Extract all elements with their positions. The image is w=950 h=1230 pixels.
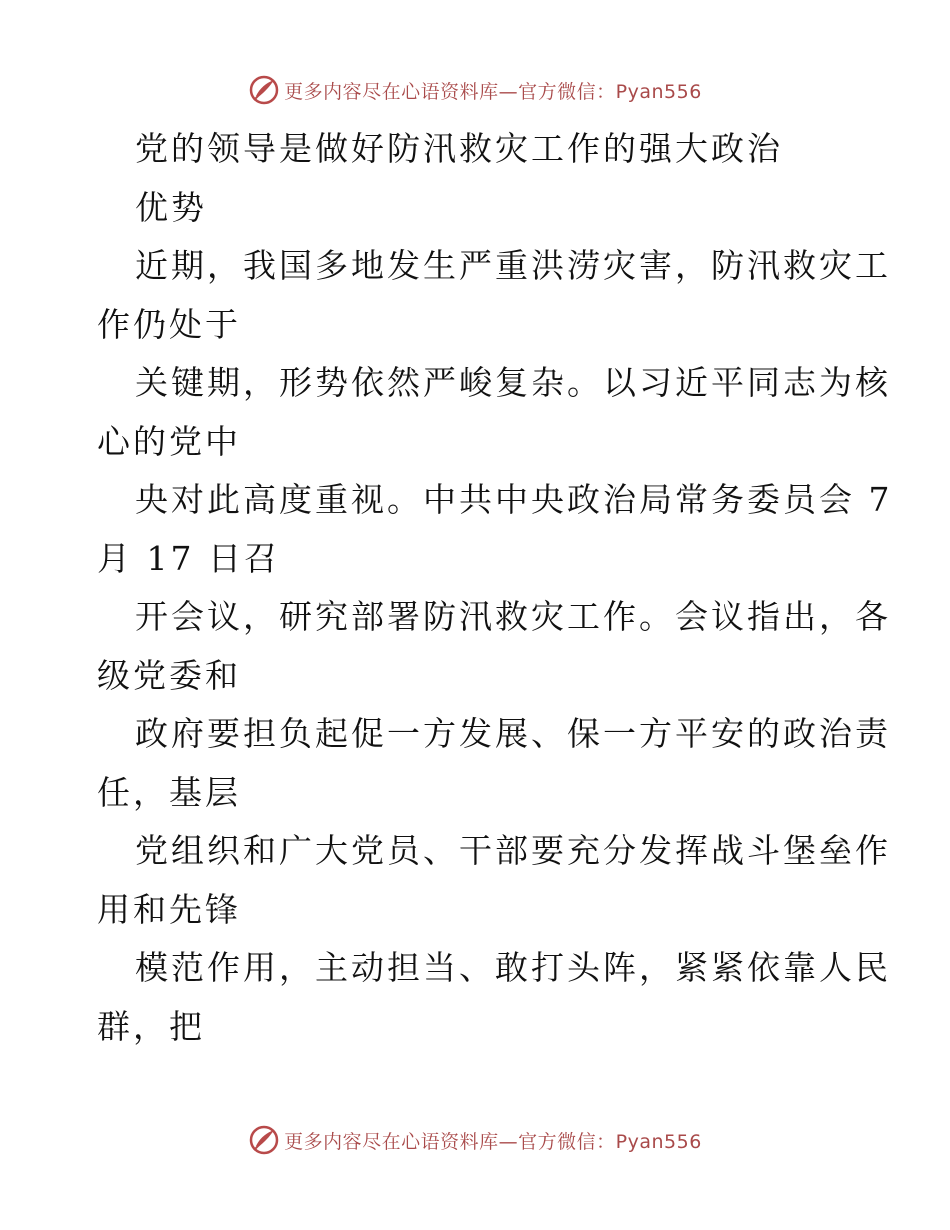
paragraph-line: 作仍处于 <box>97 304 241 344</box>
paragraph-line: 用和先锋 <box>97 889 241 929</box>
quill-logo-icon <box>248 74 280 106</box>
document-title-line-1: 党的领导是做好防汛救灾工作的强大政治 <box>135 129 783 168</box>
paragraph-line: 群，把 <box>97 1006 205 1046</box>
paragraph-line: 级党委和 <box>97 655 241 695</box>
footer-banner <box>0 1120 950 1160</box>
footer-banner-text: 更多内容尽在心语资料库—官方微信：Pyan556 <box>284 1130 702 1153</box>
paragraph-line: 政府要担负起促一方发展、保一方平安的政治责 <box>135 714 891 753</box>
header-banner-text: 更多内容尽在心语资料库—官方微信：Pyan556 <box>284 80 702 103</box>
paragraph-line: 任，基层 <box>97 772 241 812</box>
paragraph-line: 模范作用，主动担当、敢打头阵，紧紧依靠人民 <box>135 948 891 987</box>
quill-logo-icon <box>248 1124 280 1156</box>
document-body <box>97 120 893 1056</box>
paragraph-line: 心的党中 <box>97 421 241 461</box>
paragraph-line: 央对此高度重视。中共中央政治局常务委员会 7 <box>135 480 893 519</box>
document-title-line-2: 优势 <box>135 187 207 227</box>
paragraph-line: 近期，我国多地发生严重洪涝灾害，防汛救灾工 <box>135 246 891 285</box>
paragraph-line: 月 17 日召 <box>97 538 280 578</box>
paragraph-line: 开会议，研究部署防汛救灾工作。会议指出，各 <box>135 597 891 636</box>
header-banner <box>0 70 950 110</box>
paragraph-line: 党组织和广大党员、干部要充分发挥战斗堡垒作 <box>135 831 891 870</box>
paragraph-line: 关键期，形势依然严峻复杂。以习近平同志为核 <box>135 363 891 402</box>
